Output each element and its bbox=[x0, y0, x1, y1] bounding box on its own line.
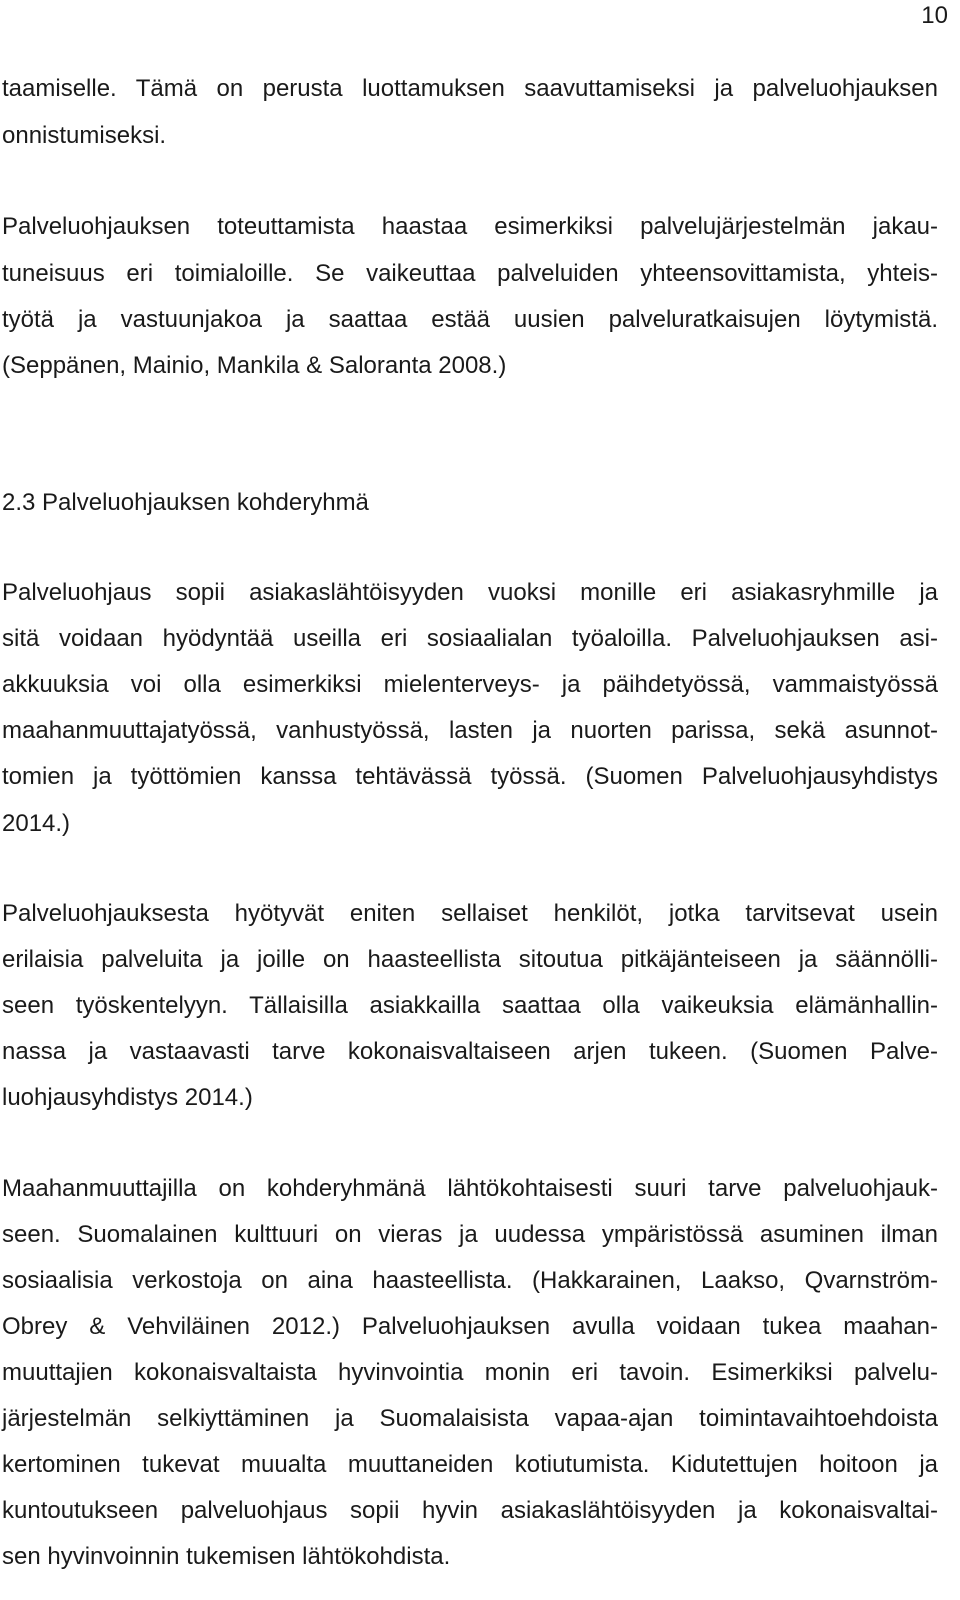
text-line: Palveluohjauksen toteuttamista haastaa esimerkiksi palvelujärjestelmän jakau- bbox=[2, 213, 938, 240]
text-line: tuneisuus eri toimialoille. Se vaikeuttaa palveluiden yhteensovittamista, yhteis- bbox=[2, 260, 938, 287]
text-line: kuntoutukseen palveluohjaus sopii hyvin asiakaslähtöisyyden ja kokonaisvaltai- bbox=[2, 1497, 938, 1524]
text-line: Palveluohjaus sopii asiakaslähtöisyyden vuoksi monille eri asiakasryhmille ja bbox=[2, 579, 938, 606]
text-line: seen. Suomalainen kulttuuri on vieras ja uudessa ympäristössä asuminen ilman bbox=[2, 1221, 938, 1248]
text-line: akkuuksia voi olla esimerkiksi mielenterveys- ja päihdetyössä, vammaistyössä bbox=[2, 671, 938, 698]
text-line: järjestelmän selkiyttäminen ja Suomalaisista vapaa-ajan toimintavaihtoehdoista bbox=[2, 1405, 938, 1432]
text-line: maahanmuuttajatyössä, vanhustyössä, lasten ja nuorten parissa, sekä asunnot- bbox=[2, 717, 938, 744]
text-line: 2014.) bbox=[2, 810, 71, 837]
text-line: luohjausyhdistys 2014.) bbox=[2, 1084, 253, 1111]
text-line: sitä voidaan hyödyntää useilla eri sosiaalialan työaloilla. Palveluohjauksen asi- bbox=[2, 625, 938, 652]
text-line: tomien ja työttömien kanssa tehtävässä työssä. (Suomen Palveluohjausyhdistys bbox=[2, 763, 938, 790]
page-number: 10 bbox=[921, 2, 948, 29]
text-line: Palveluohjauksesta hyötyvät eniten sellaiset henkilöt, jotka tarvitsevat usein bbox=[2, 900, 938, 927]
text-line: muuttajien kokonaisvaltaista hyvinvointia monin eri tavoin. Esimerkiksi palvelu- bbox=[2, 1359, 938, 1386]
text-line: erilaisia palveluita ja joille on haasteellista sitoutua pitkäjänteiseen ja säännölli- bbox=[2, 946, 938, 973]
text-line: sen hyvinvoinnin tukemisen lähtökohdista. bbox=[2, 1543, 451, 1570]
text-line: onnistumiseksi. bbox=[2, 122, 167, 149]
text-line: nassa ja vastaavasti tarve kokonaisvaltaiseen arjen tukeen. (Suomen Palve- bbox=[2, 1038, 938, 1065]
section-heading-text: 2.3 Palveluohjauksen kohderyhmä bbox=[2, 489, 369, 516]
text-line: taamiselle. Tämä on perusta luottamuksen saavuttamiseksi ja palveluohjauksen bbox=[2, 75, 938, 102]
text-line: Obrey & Vehviläinen 2012.) Palveluohjauksen avulla voidaan tukea maahan- bbox=[2, 1313, 938, 1340]
text-line: työtä ja vastuunjakoa ja saattaa estää uusien palveluratkaisujen löytymistä. bbox=[2, 306, 938, 333]
text-line: kertominen tukevat muualta muuttaneiden kotiutumista. Kidutettujen hoitoon ja bbox=[2, 1451, 938, 1478]
text-line: seen työskentelyyn. Tällaisilla asiakkailla saattaa olla vaikeuksia elämänhallin- bbox=[2, 992, 938, 1019]
text-line: sosiaalisia verkostoja on aina haasteellista. (Hakkarainen, Laakso, Qvarnström- bbox=[2, 1267, 938, 1294]
text-line: Maahanmuuttajilla on kohderyhmänä lähtökohtaisesti suuri tarve palveluohjauk- bbox=[2, 1175, 938, 1202]
text-line: (Seppänen, Mainio, Mankila & Saloranta 2008.) bbox=[2, 352, 507, 379]
